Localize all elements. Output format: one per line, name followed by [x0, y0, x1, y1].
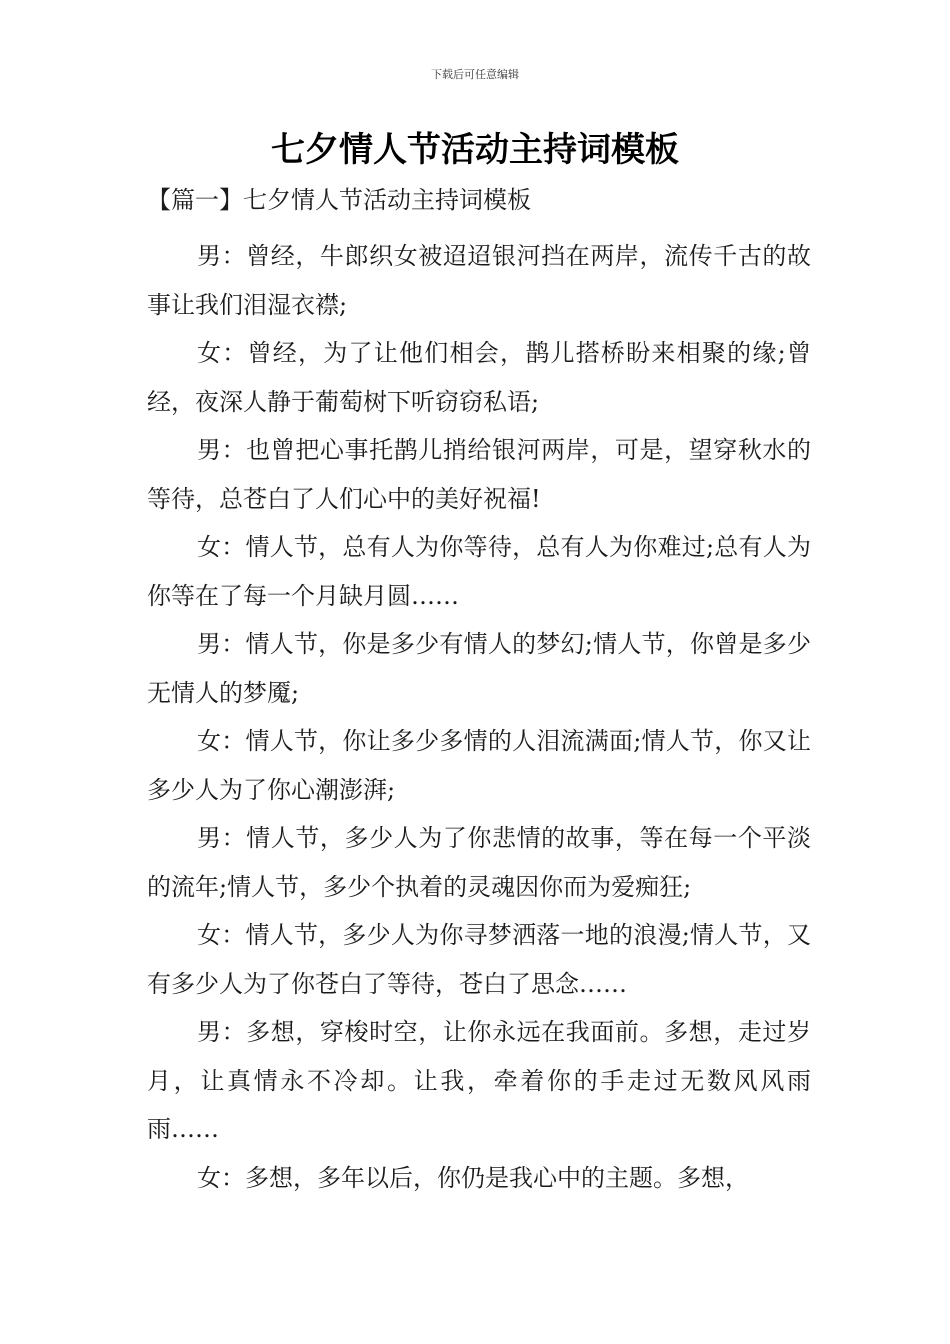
- paragraph: 男：也曾把心事托鹊儿捎给银河两岸，可是，望穿秋水的等待，总苍白了人们心中的美好祝福!: [147, 436, 811, 513]
- paragraph: 女：情人节，多少人为你寻梦洒落一地的浪漫;情人节，又有多少人为了你苍白了等待，苍白了思念……: [147, 921, 811, 998]
- document-title: 七夕情人节活动主持词模板: [271, 130, 679, 170]
- header-note: 下载后可任意编辑: [431, 68, 519, 81]
- paragraph: 女：多想，多年以后，你仍是我心中的主题。多想，: [197, 1163, 749, 1192]
- paragraph: 女：情人节，你让多少多情的人泪流满面;情人节，你又让多少人为了你心潮澎湃;: [147, 727, 811, 804]
- paragraph: 女：曾经，为了让他们相会，鹊儿搭桥盼来相聚的缘;曾经，夜深人静于葡萄树下听窃窃私语;: [147, 339, 811, 416]
- document-body: [147, 232, 811, 1202]
- paragraph: 男：多想，穿梭时空，让你永远在我面前。多想，走过岁月，让真情永不冷却。让我，牵着你的手走过无数风风雨雨……: [147, 1018, 811, 1143]
- paragraph: 女：情人节，总有人为你等待，总有人为你难过;总有人为你等在了每一个月缺月圆……: [147, 533, 811, 610]
- section-heading: 【篇一】七夕情人节活动主持词模板: [147, 186, 531, 214]
- paragraph: 男：情人节，你是多少有情人的梦幻;情人节，你曾是多少无情人的梦魇;: [147, 630, 811, 707]
- paragraph: 男：情人节，多少人为了你悲情的故事，等在每一个平淡的流年;情人节，多少个执着的灵魂因你而为爱痴狂;: [147, 824, 811, 901]
- paragraph: 男：曾经，牛郎织女被迢迢银河挡在两岸，流传千古的故事让我们泪湿衣襟;: [147, 242, 811, 319]
